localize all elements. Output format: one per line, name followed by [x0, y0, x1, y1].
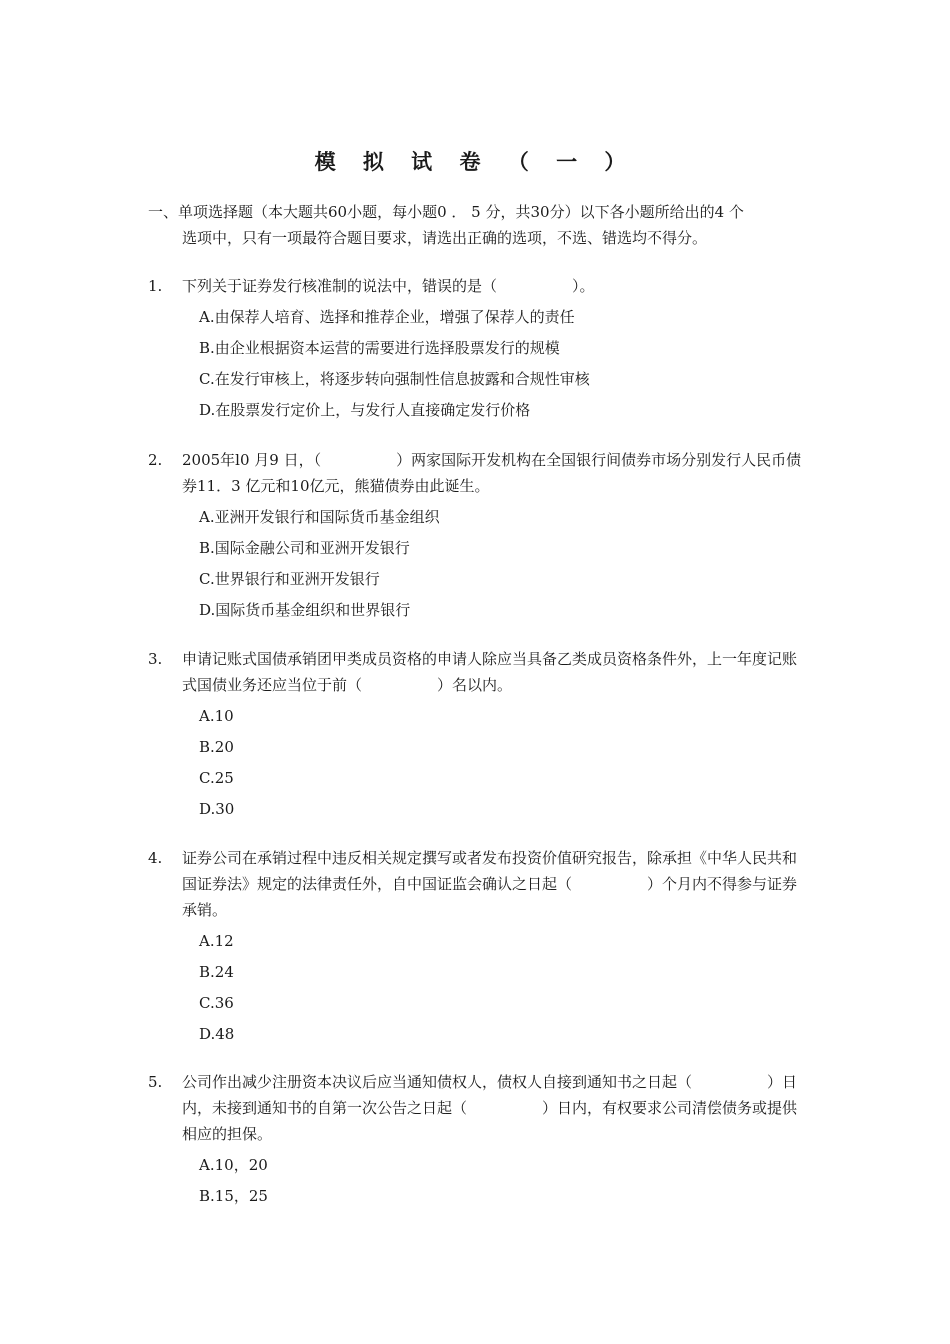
page-title: 模 拟 试 卷 （ 一 ）: [314, 150, 636, 174]
option-c: C.25: [199, 769, 234, 787]
question-stem: 公司作出减少注册资本决议后应当通知债权人，债权人自接到通知书之日起（ ）日内，未接到通知书的自第一次公告之日起（ ）日内，有权要求公司清偿债务或提供相应的担保。: [182, 1073, 798, 1143]
option-c: C.世界银行和亚洲开发银行: [199, 570, 380, 588]
question-number: 2.: [148, 451, 163, 469]
question-3: [148, 646, 808, 827]
option-a: A.10: [199, 707, 234, 725]
section-instructions: [148, 199, 808, 251]
question-stem: 申请记账式国债承销团甲类成员资格的申请人除应当具备乙类成员资格条件外，上一年度记账式国债业务还应当位于前（ ）名以内。: [182, 650, 798, 694]
option-list: [199, 504, 808, 628]
question-number: 1.: [148, 277, 163, 295]
option-b: B.24: [199, 963, 234, 981]
option-a: A.亚洲开发银行和国际货币基金组织: [199, 508, 440, 526]
option-d: D.30: [199, 800, 235, 818]
question-2: [148, 447, 808, 628]
question-4: [148, 845, 808, 1052]
option-list: [199, 1152, 808, 1214]
option-list: [199, 304, 808, 428]
option-list: [199, 928, 808, 1052]
question-stem: 证券公司在承销过程中违反相关规定撰写或者发布投资价值研究报告，除承担《中华人民共和国证券法》规定的法律责任外，自中国证监会确认之日起（ ）个月内不得参与证券承销。: [182, 849, 798, 919]
option-c: C.36: [199, 994, 234, 1012]
section-instructions-line-1: 一、单项选择题（本大题共60小题，每小题0 ． 5 分，共30分）以下各小题所给出的4 个: [148, 203, 744, 221]
option-b: B.15，25: [199, 1187, 268, 1205]
option-c: C.在发行审核上，将逐步转向强制性信息披露和合规性审核: [199, 370, 590, 388]
section-instructions-line-2: 选项中，只有一项最符合题目要求，请选出正确的选项，不选、错选均不得分。: [182, 229, 708, 247]
question-number: 5.: [148, 1073, 163, 1091]
question-1: [148, 273, 808, 428]
option-d: D.在股票发行定价上，与发行人直接确定发行价格: [199, 401, 531, 419]
question-number: 4.: [148, 849, 163, 867]
question-number: 3.: [148, 650, 163, 668]
option-d: D.国际货币基金组织和世界银行: [199, 601, 411, 619]
option-a: A.10，20: [199, 1156, 268, 1174]
option-b: B.20: [199, 738, 234, 756]
question-stem: 2005年l0 月9 日，（ ）两家国际开发机构在全国银行间债券市场分别发行人民币债券11．3 亿元和10亿元，熊猫债券由此诞生。: [182, 451, 802, 495]
question-5: [148, 1069, 808, 1214]
option-d: D.48: [199, 1025, 235, 1043]
option-list: [199, 703, 808, 827]
option-b: B.国际金融公司和亚洲开发银行: [199, 539, 410, 557]
question-stem: 下列关于证券发行核准制的说法中，错误的是（ ）。: [182, 277, 595, 295]
option-a: A.12: [199, 932, 234, 950]
option-b: B.由企业根据资本运营的需要进行选择股票发行的规模: [199, 339, 560, 357]
option-a: A.由保荐人培育、选择和推荐企业，增强了保荐人的责任: [199, 308, 575, 326]
